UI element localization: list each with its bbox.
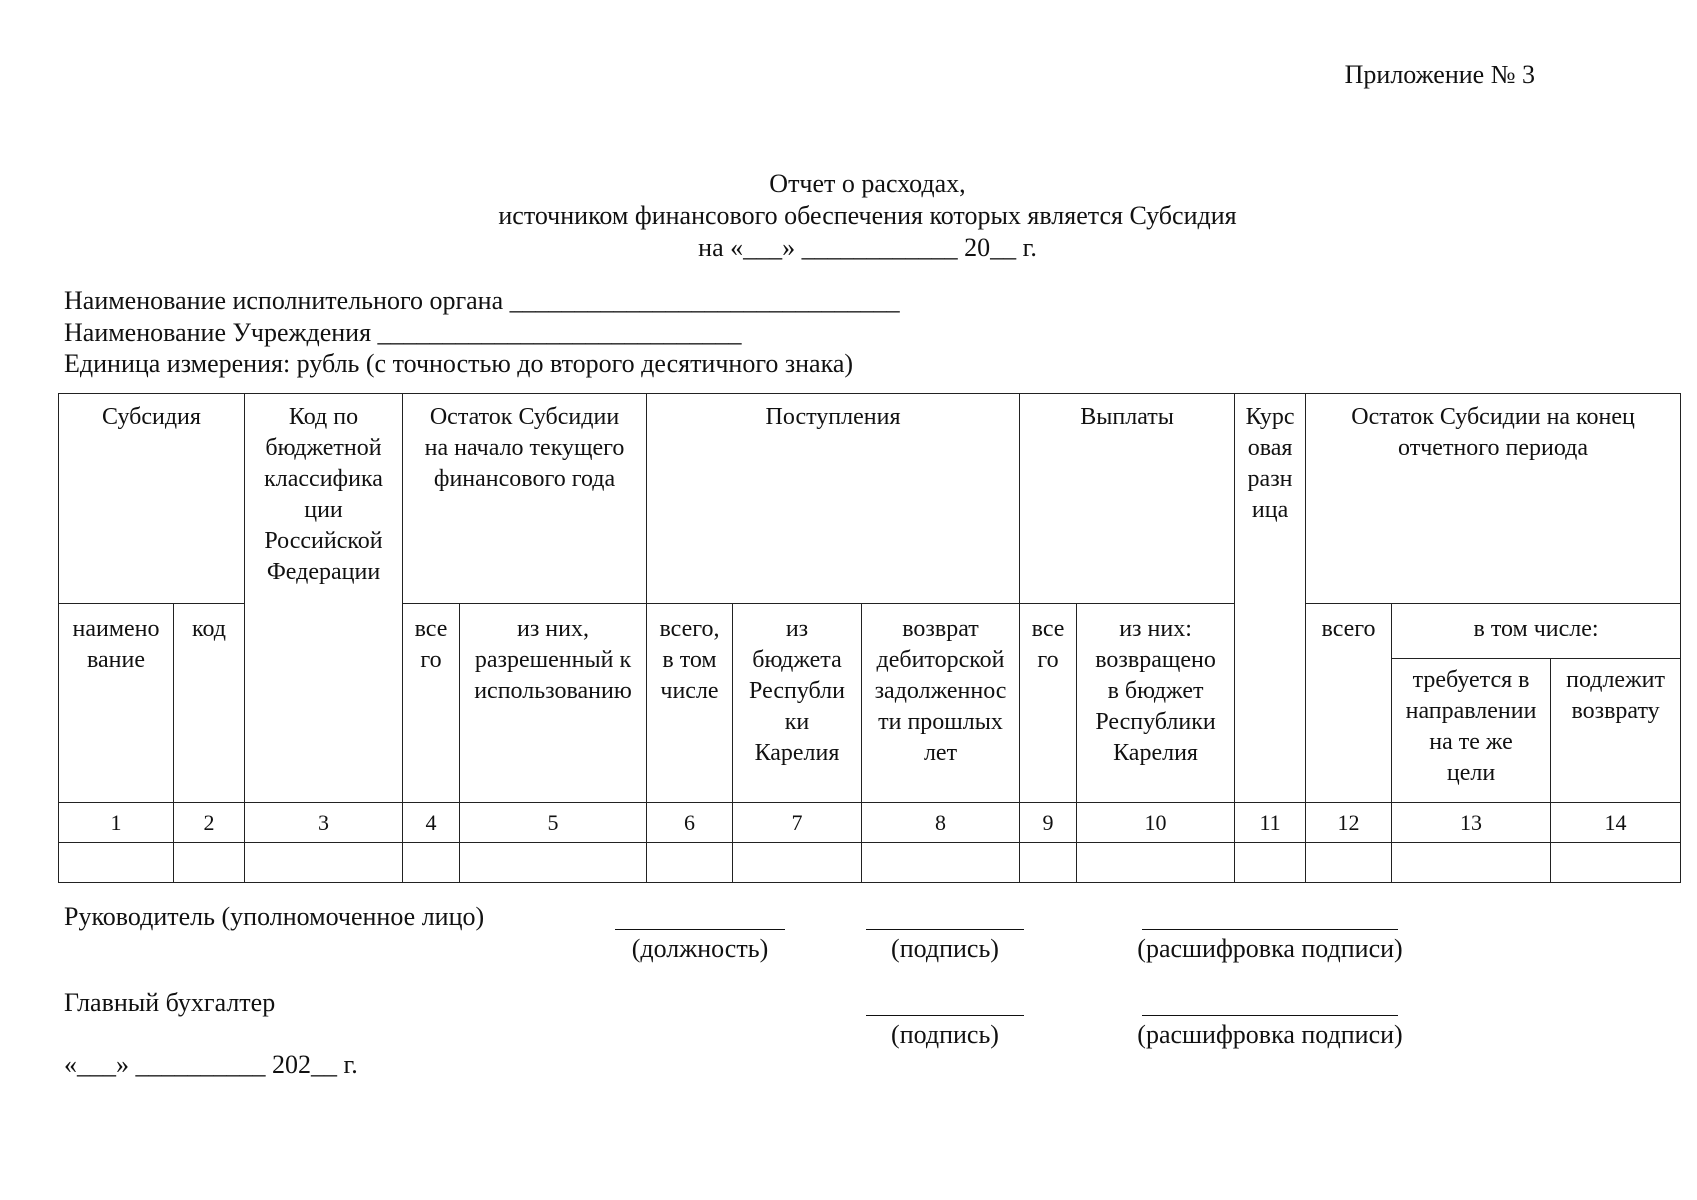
subheader-receipts-debt-return: возврат дебиторской задолженнос ти прошлых лет	[862, 604, 1020, 803]
column-number: 12	[1306, 803, 1392, 843]
report-title	[0, 168, 1697, 264]
header-receipts: Поступления	[647, 394, 1020, 604]
header-payments: Выплаты	[1020, 394, 1235, 604]
subheader-name: наимено вание	[59, 604, 174, 803]
head-signatory-label: Руководитель (уполномоченное лицо)	[64, 902, 485, 931]
column-number: 4	[403, 803, 460, 843]
header-subsidy: Субсидия	[59, 394, 245, 604]
appendix-label: Приложение № 3	[1344, 60, 1535, 89]
title-line-2: источником финансового обеспечения которых является Субсидия	[498, 201, 1237, 230]
signature-line	[866, 929, 1024, 930]
table-cell	[862, 843, 1020, 883]
column-number: 7	[733, 803, 862, 843]
subheader-balance-start-allowed: из них, разрешенный к использованию	[460, 604, 647, 803]
subheader-receipts-total: всего, в том числе	[647, 604, 733, 803]
column-number: 9	[1020, 803, 1077, 843]
column-number: 2	[174, 803, 245, 843]
column-number: 3	[245, 803, 403, 843]
decoding-line	[1142, 1015, 1398, 1016]
table-row	[59, 843, 1681, 883]
table-cell	[647, 843, 733, 883]
position-line	[615, 929, 785, 930]
table-cell	[174, 843, 245, 883]
subheader-balance-end-including: в том числе:	[1392, 604, 1681, 659]
signature-caption: (подпись)	[891, 1020, 999, 1049]
column-number: 11	[1235, 803, 1306, 843]
subheader-needed-same-purpose: требуется в направлении на те же цели	[1392, 659, 1551, 803]
subheader-receipts-budget: из бюджета Республи ки Карелия	[733, 604, 862, 803]
institution-field: Наименование Учреждения ____________________________	[64, 318, 742, 347]
position-caption: (должность)	[631, 934, 769, 963]
table-cell	[733, 843, 862, 883]
column-number: 13	[1392, 803, 1551, 843]
table-cell	[1020, 843, 1077, 883]
header-exchange-difference: Курс овая разн ица	[1235, 394, 1306, 803]
title-date-line: на «___» ____________ 20__ г.	[698, 233, 1037, 262]
executive-body-field: Наименование исполнительного органа ______________________________	[64, 286, 900, 315]
column-number: 5	[460, 803, 647, 843]
decoding-caption: (расшифровка подписи)	[1137, 1020, 1403, 1049]
title-line-1: Отчет о расходах,	[769, 169, 966, 198]
signature-caption: (подпись)	[891, 934, 999, 963]
table-cell	[1551, 843, 1681, 883]
table-cell	[460, 843, 647, 883]
header-budget-code: Код по бюджетной классифика ции Российской Федерации	[245, 394, 403, 803]
chief-accountant-label: Главный бухгалтер	[64, 988, 276, 1017]
column-number-row	[59, 803, 1681, 843]
column-number: 6	[647, 803, 733, 843]
subheader-subject-to-refund: подлежит возврату	[1551, 659, 1681, 803]
decoding-line	[1142, 929, 1398, 930]
header-row-1	[59, 394, 1681, 604]
table-cell	[1235, 843, 1306, 883]
column-number: 10	[1077, 803, 1235, 843]
table-cell	[59, 843, 174, 883]
table-cell	[1392, 843, 1551, 883]
signature-line	[866, 1015, 1024, 1016]
subheader-code: код	[174, 604, 245, 803]
subheader-payments-total: все го	[1020, 604, 1077, 803]
date-line: «___» __________ 202__ г.	[64, 1050, 358, 1079]
table-cell	[403, 843, 460, 883]
column-number: 14	[1551, 803, 1681, 843]
column-number: 1	[59, 803, 174, 843]
subheader-payments-returned: из них: возвращено в бюджет Республики Карелия	[1077, 604, 1235, 803]
table-cell	[1306, 843, 1392, 883]
table-cell	[1077, 843, 1235, 883]
table-cell	[245, 843, 403, 883]
unit-of-measure: Единица измерения: рубль (с точностью до второго десятичного знака)	[64, 349, 854, 378]
report-table	[58, 393, 1681, 883]
header-balance-start: Остаток Субсидии на начало текущего финансового года	[403, 394, 647, 604]
subheader-balance-end-total: всего	[1306, 604, 1392, 803]
subheader-balance-start-total: все го	[403, 604, 460, 803]
decoding-caption: (расшифровка подписи)	[1137, 934, 1403, 963]
column-number: 8	[862, 803, 1020, 843]
header-balance-end: Остаток Субсидии на конец отчетного периода	[1306, 394, 1681, 604]
